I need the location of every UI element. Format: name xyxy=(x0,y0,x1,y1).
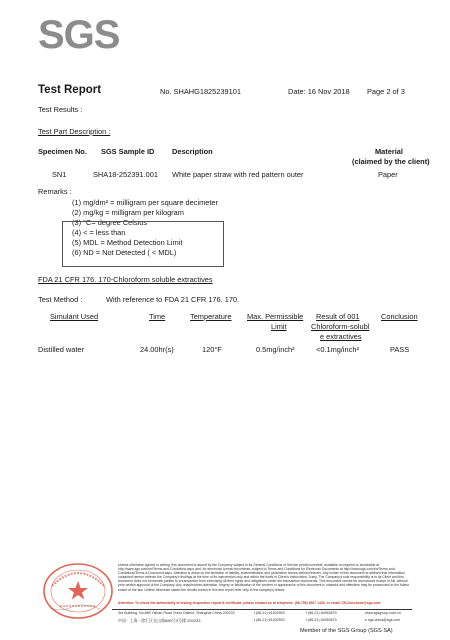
remark-item: (5) MDL = Method Detection Limit xyxy=(72,238,183,247)
col-temperature: Temperature xyxy=(190,312,232,321)
remark-item: (3) °C= degree Celsius xyxy=(72,218,148,227)
svg-text:SGS: SGS xyxy=(38,13,120,57)
footer-member: Member of the SGS Group (SGS SA) xyxy=(300,628,393,634)
remark-item: (1) mg/dm² = milligram per square decimeter xyxy=(72,198,219,207)
footer-web: www.sgsgroup.com.cn xyxy=(365,611,401,615)
col-time: Time xyxy=(149,312,166,321)
footer-disclaimer: Unless otherwise agreed in writing, this document is issued by the Company subject to its General Conditions of Service printed overleaf, available on request or accessible at http://www.sgs.com/en/Terms-and-Conditions.aspx and, for electronic format documents, subject to Terms and Conditions for Electronic Documents at http://www.sgs.com/en/Terms-and-Conditions/Terms-e-Document.aspx. Attention is drawn to the limitation of liability, indemnification and jurisdiction issues defined therein. Any holder of this document is advised that information contained hereon reflects the Company's findings at the time of its intervention only and within the limits of Client's instructions, if any. The Company's sole responsibility is to its Client and this document does not exonerate parties to a transaction from exercising all their rights and obligations under the transaction documents. This document cannot be reproduced except in full, without prior written approval of the Company. Any unauthorized alteration, forgery or falsification of the content or appearance of this document is unlawful and offenders may be prosecuted to the fullest extent of the law. Unless otherwise stated the results shown in this test report refer only to the sample(s) tested. xyxy=(118,563,409,592)
remark-item: (4) < = less than xyxy=(72,228,126,237)
footer-tel-en: t (86-21) 61402553 xyxy=(254,611,285,615)
conclusion-cell: PASS xyxy=(390,345,410,354)
col-max-limit-2: Limit xyxy=(271,322,287,331)
footer-fax-en: f (86-21) 64953679 xyxy=(306,611,337,615)
footer-address-cn: 中国 · 上海 · 徐汇区宜山路889号3号楼 200233 xyxy=(118,618,201,623)
temperature-cell: 120°F xyxy=(202,345,222,354)
limit-cell: 0.5mg/inch² xyxy=(256,345,295,354)
col-simulant: Simulant Used xyxy=(50,312,99,321)
description-cell: White paper straw with red pattern outer xyxy=(172,170,304,179)
specimen-cell: SN1 xyxy=(52,170,67,179)
test-method-label: Test Method : xyxy=(38,295,83,304)
footer-address-en: 3rd Building, No.889 Yishan Road Xuhui District, Shanghai China 200233 xyxy=(118,611,235,615)
col-result: Result of 001 xyxy=(316,312,360,321)
page-number: Page 2 of 3 xyxy=(367,87,405,96)
sgs-logo xyxy=(36,12,120,57)
footer-attention: Attention: To check the authenticity of testing /inspection report & certificate, please contact us at telephone: (86-755) 8307 1443, or email: CN.Doccheck@sgs.com xyxy=(118,601,381,605)
material-cell: Paper xyxy=(378,170,398,179)
test-part-heading: Test Part Description : xyxy=(38,127,111,136)
remarks-label: Remarks : xyxy=(38,187,72,196)
footer-fax-cn: f (86-21) 64953679 xyxy=(306,618,337,622)
simulant-cell: Distilled water xyxy=(38,345,85,354)
test-results-label: Test Results : xyxy=(38,105,83,114)
test-method-text: With reference to FDA 21 CFR 176. 170. xyxy=(106,295,240,304)
test-section-heading: FDA 21 CFR 176. 170-Chloroform soluble extractives xyxy=(38,275,213,284)
remark-item: (2) mg/kg = milligram per kilogram xyxy=(72,208,184,217)
footer-email: e sgs.china@sgs.com xyxy=(365,618,401,622)
sample-id-cell: SHA18-252391.001 xyxy=(93,170,158,179)
remark-item: (6) ND = Not Detected ( < MDL) xyxy=(72,248,177,257)
report-number: No. SHAHG1825239101 xyxy=(160,87,241,96)
red-stamp-seal xyxy=(42,562,114,620)
remarks-box xyxy=(62,221,224,267)
col-material-sub: (claimed by the client) xyxy=(352,157,430,166)
time-cell: 24.00hr(s) xyxy=(140,345,174,354)
result-cell: <0.1mg/inch² xyxy=(316,345,359,354)
col-conclusion: Conclusion xyxy=(381,312,418,321)
col-specimen: Specimen No. xyxy=(38,147,87,156)
col-sample-id: SGS Sample ID xyxy=(101,147,155,156)
footer-divider xyxy=(112,609,412,610)
report-date: Date: 16 Nov 2018 xyxy=(288,87,350,96)
col-material: Material xyxy=(375,147,403,156)
report-title: Test Report xyxy=(38,84,102,96)
col-description: Description xyxy=(172,147,213,156)
col-max-limit: Max. Permissible xyxy=(247,312,304,321)
footer-tel-cn: t (86-21) 61402553 xyxy=(254,618,285,622)
col-result-3: e extractives xyxy=(320,332,362,341)
col-result-2: Chloroform-solubl xyxy=(311,322,370,331)
